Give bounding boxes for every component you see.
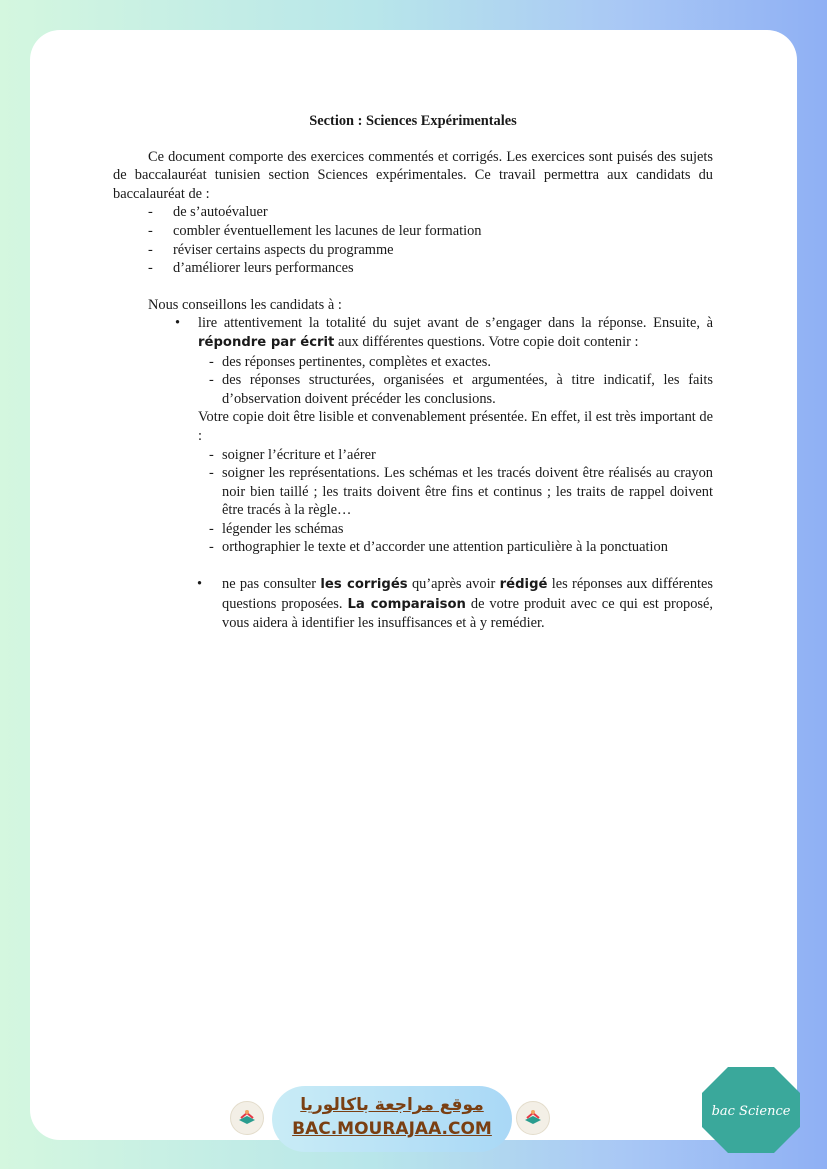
site-logo-left — [230, 1101, 264, 1135]
dash-marker: - — [148, 241, 153, 258]
dash-marker: - — [148, 204, 153, 221]
presentation-item: - soigner l’écriture et l’aérer — [209, 446, 376, 463]
presentation-item: - légender les schémas — [209, 520, 344, 537]
site-name-arabic[interactable]: موقع مراجعة باكالوريا — [300, 1095, 484, 1115]
presentation-item: - soigner les représentations. Les schémas et les tracés doivent être réalisés au crayon noir bien taillé ; les traits doivent être fins et continus ; les traits de rappel doivent être tracés à la règle… — [209, 465, 713, 519]
presentation-paragraph: Votre copie doit être lisible et convenablement présentée. En effet, il est très important de : — [198, 409, 713, 444]
site-url-link[interactable]: BAC.MOURAJAA.COM — [292, 1119, 492, 1139]
dash-marker: - — [209, 520, 214, 537]
site-logo-right — [516, 1101, 550, 1135]
goals-list — [113, 203, 713, 277]
content-item: - des réponses structurées, organisées et argumentées, à titre indicatif, les faits d’observation doivent précéder les conclusions. — [209, 372, 713, 407]
advice-item-read: • lire attentivement la totalité du sujet avant de s’engager dans la réponse. Ensuite, à répondre par écrit aux différentes questions. Votre copie doit contenir : — [175, 315, 713, 350]
list-item: - de s’autoévaluer — [148, 204, 268, 221]
badge-label: bac Science — [711, 1104, 791, 1119]
bullet-marker: • — [175, 315, 181, 332]
content-item: - des réponses pertinentes, complètes et exactes. — [209, 353, 491, 370]
list-item: - combler éventuellement les lacunes de leur formation — [148, 222, 482, 239]
dash-marker: - — [148, 222, 153, 239]
site-banner[interactable] — [272, 1086, 512, 1152]
dash-marker: - — [209, 446, 214, 463]
dash-marker: - — [209, 372, 214, 389]
dash-marker: - — [148, 260, 153, 277]
list-item: - réviser certains aspects du programme — [148, 241, 394, 258]
list-item: - d’améliorer leurs performances — [148, 260, 354, 277]
intro-paragraph: Ce document comporte des exercices commentés et corrigés. Les exercices sont puisés des sujets de baccalauréat tunisien section Sciences expérimentales. Ce travail permettra aux candidats du baccalauréat de : — [113, 148, 713, 202]
document-body — [113, 112, 713, 633]
dash-marker: - — [209, 353, 214, 370]
dash-marker: - — [209, 539, 214, 556]
bullet-marker: • — [197, 576, 203, 593]
advice-section — [113, 296, 713, 633]
advice-item-corrections: • ne pas consulter les corrigés qu’après avoir rédigé les réponses aux différentes questions proposées. La comparaison de votre produit avec ce qui est proposé, vous aidera à identifier les insuffisances et à y remédier. — [197, 576, 714, 632]
book-icon — [517, 1102, 549, 1134]
section-title: Section : Sciences Expérimentales — [309, 113, 517, 129]
book-icon — [231, 1102, 263, 1134]
advice-lead: Nous conseillons les candidats à : — [148, 296, 342, 313]
dash-marker: - — [209, 465, 214, 482]
presentation-item: - orthographier le texte et d’accorder une attention particulière à la ponctuation — [209, 539, 668, 556]
bac-science-badge — [700, 1065, 802, 1155]
